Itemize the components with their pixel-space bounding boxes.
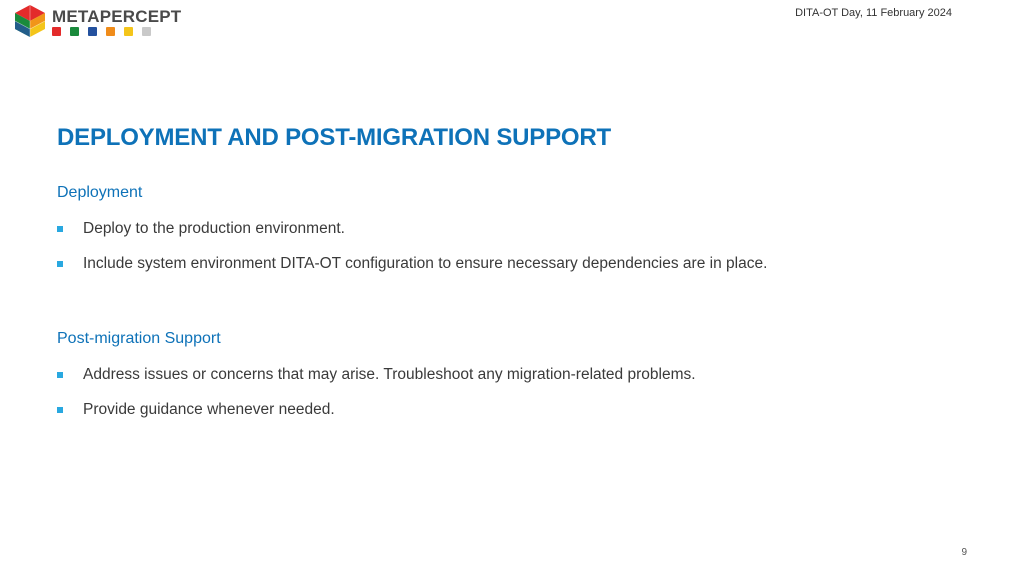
logo-color-dots	[52, 27, 151, 36]
metapercept-logo	[12, 3, 182, 41]
page-number: 9	[961, 547, 967, 558]
logo-dot-blue	[88, 27, 97, 36]
section-deployment	[57, 184, 768, 272]
list-item	[57, 220, 345, 238]
logo-dot-green	[70, 27, 79, 36]
logo-dot-gray	[142, 27, 151, 36]
list-item	[57, 401, 335, 419]
square-bullet-icon	[57, 372, 63, 378]
logo-dot-yellow	[124, 27, 133, 36]
bullet-text: Deploy to the production environment.	[83, 220, 345, 237]
bullet-text: Address issues or concerns that may arise. Troubleshoot any migration-related problems.	[83, 366, 696, 383]
header-date: DITA-OT Day, 11 February 2024	[795, 7, 952, 19]
section-heading: Post-migration Support	[57, 330, 221, 347]
bullet-text: Include system environment DITA-OT configuration to ensure necessary dependencies are in place.	[83, 255, 768, 272]
cube-logo-icon	[12, 3, 48, 39]
square-bullet-icon	[57, 407, 63, 413]
bullet-text: Provide guidance whenever needed.	[83, 401, 335, 418]
section-heading: Deployment	[57, 184, 143, 201]
logo-dot-orange	[106, 27, 115, 36]
square-bullet-icon	[57, 226, 63, 232]
logo-dot-red	[52, 27, 61, 36]
logo-wordmark: METAPERCEPT	[52, 7, 182, 26]
list-item	[57, 255, 767, 273]
list-item	[57, 366, 696, 384]
section-post-migration-support	[57, 330, 696, 418]
slide-title: DEPLOYMENT AND POST-MIGRATION SUPPORT	[57, 124, 611, 151]
square-bullet-icon	[57, 261, 63, 267]
